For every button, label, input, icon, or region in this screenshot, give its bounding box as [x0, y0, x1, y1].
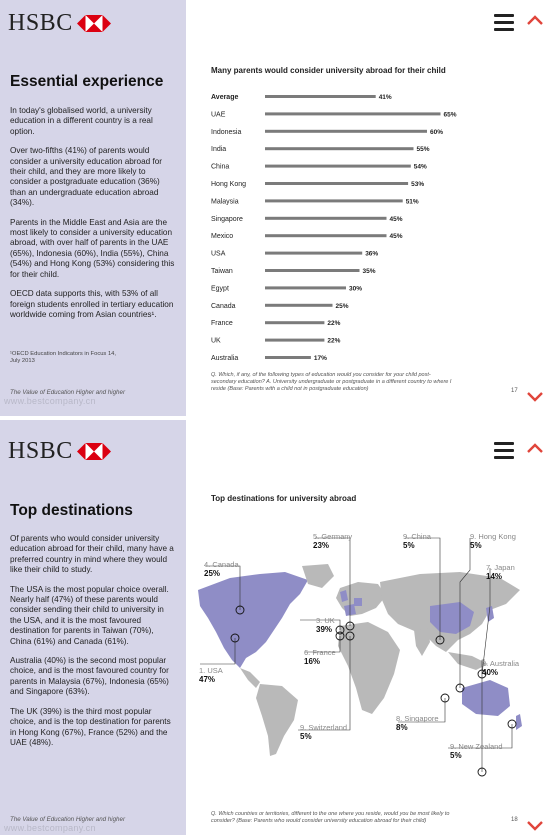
watermark: www.bestcompany.cn [4, 823, 96, 833]
label-singapore: 8. Singapore 8% [396, 714, 439, 732]
category-label: Singapore [211, 215, 243, 223]
logo-text: HSBC [8, 438, 73, 464]
hsbc-logo [8, 10, 111, 37]
value-label: 53% [411, 181, 425, 188]
label-hongkong: 9. Hong Kong 5% [470, 532, 516, 550]
menu-icon[interactable] [494, 14, 514, 35]
value-label: 25% [335, 302, 349, 310]
note-line: consider? (Base: Parents who would consider university education abroad for their child) [211, 818, 427, 824]
category-label: France [211, 320, 233, 328]
paragraph: Over two-fifths (41%) of parents would consider a university education abroad for their child, and they are more likely to consider a postgraduate education (36%) than an undergraduate education abroad (34%). [10, 146, 163, 208]
page-17 [0, 0, 547, 416]
value-label: 54% [413, 163, 427, 171]
bar [265, 304, 333, 307]
hongkong-leader-line [460, 538, 470, 688]
footnote [10, 351, 116, 365]
body-text [10, 534, 175, 757]
category-label: China [211, 163, 230, 171]
china-leader-line [405, 538, 440, 640]
bar [265, 356, 311, 359]
menu-icon[interactable] [494, 442, 514, 463]
bar [265, 130, 427, 133]
category-label: Canada [211, 302, 236, 310]
watermark: www.bestcompany.cn [4, 396, 96, 406]
footnote-line: ¹OECD Education Indicators in Focus 14, [10, 351, 117, 357]
hsbc-logo [8, 438, 111, 465]
note-line: secondary education? A. University undergraduate or postgraduate in a different country to where I [211, 379, 452, 385]
paragraph: The UK (39%) is the third most popular choice, and is the top destination for parents in Hong Kong (67%), France (52%) and the UAE (48%). [10, 706, 171, 747]
paragraph: Australia (40%) is the second most popular choice, and is the most favoured country for parents in Malaysia (67%), Indonesia (65%) and Singapore (63%). [10, 656, 169, 697]
germany-leader-line [315, 538, 350, 626]
value-label: 22% [327, 320, 341, 328]
leader-lines [190, 520, 530, 780]
value-label: 55% [416, 146, 430, 154]
value-label: 45% [389, 215, 403, 223]
page-number: 18 [511, 817, 518, 823]
label-canada: 4. Canada 25% [204, 560, 239, 578]
chevron-down-icon[interactable] [527, 390, 543, 402]
page-number: 17 [511, 388, 518, 394]
label-france: 6. France 16% [304, 648, 336, 666]
footnote-line: July 2013 [10, 358, 35, 364]
bar [265, 286, 346, 289]
label-newzealand: 9. New Zealand 5% [450, 742, 503, 760]
category-label: Malaysia [211, 198, 239, 206]
usa-leader-line [200, 638, 235, 664]
chart-title: Many parents would consider university abroad for their child [211, 66, 446, 75]
chevron-down-icon[interactable] [527, 819, 543, 831]
page-heading: Essential experience [10, 73, 164, 90]
label-china: 9. China 5% [403, 532, 431, 550]
label-japan: 7. Japan 14% [486, 563, 515, 581]
bar [265, 95, 376, 98]
category-label: Hong Kong [211, 181, 247, 188]
category-label: India [211, 146, 227, 154]
value-label: 35% [362, 268, 376, 275]
category-label: UK [211, 337, 221, 345]
note-line: Q. Which countries or territories, different to the one where you reside, would you be most likely to [211, 811, 450, 817]
bar [265, 199, 403, 202]
value-label: 41% [378, 94, 392, 101]
bar [265, 339, 324, 342]
label-australia: 2. Australia 40% [482, 659, 520, 677]
bar [265, 147, 414, 150]
paragraph: Of parents who would consider university education abroad for their child, many have a preferred country in mind where they would like their child to study. [10, 534, 174, 575]
chevron-up-icon[interactable] [527, 14, 543, 26]
value-label: 36% [365, 250, 379, 258]
category-label: Taiwan [211, 268, 233, 275]
page-heading: Top destinations [10, 502, 133, 519]
category-label: Average [211, 94, 239, 101]
note-line: Q. Which, if any, of the following types of education would you consider for your child post- [211, 372, 431, 378]
hsbc-hexagon-icon [77, 443, 111, 460]
value-label: 60% [430, 128, 444, 136]
value-label: 51% [405, 198, 419, 206]
category-label: Australia [211, 355, 239, 362]
paragraph: In today's globalised world, a university education in a different country is a real option. [10, 106, 153, 136]
value-label: 45% [389, 233, 403, 241]
paragraph: Parents in the Middle East and Asia are the most likely to consider a university education abroad, with over half of parents in the UAE (65%), Indonesia (60%), India (55%), China (54%) and Hong Kong (53%) considering this for their child. [10, 217, 175, 279]
value-label: 22% [327, 337, 341, 345]
logo-text: HSBC [8, 10, 73, 36]
label-switzerland: 9. Switzerland 5% [300, 723, 348, 741]
bar [265, 234, 387, 237]
category-label: USA [211, 250, 226, 258]
bar [265, 217, 387, 220]
category-label: UAE [211, 111, 226, 119]
hsbc-hexagon-icon [77, 15, 111, 32]
value-label: 17% [313, 355, 327, 362]
value-label: 65% [443, 111, 457, 119]
bar [265, 321, 324, 324]
bar-chart [208, 86, 528, 366]
chevron-up-icon[interactable] [527, 442, 543, 454]
label-uk: 3. UK 39% [316, 616, 335, 634]
footer-text: The Value of Education Higher and higher [10, 389, 126, 396]
paragraph: OECD data supports this, with 53% of all foreign students enrolled in tertiary education worldwide coming from Asian countries¹. [10, 289, 174, 319]
footer-text: The Value of Education Higher and higher [10, 816, 126, 823]
chart-note [211, 372, 451, 393]
body-text [10, 106, 175, 329]
bar [265, 182, 408, 185]
category-label: Egypt [211, 285, 229, 293]
paragraph: The USA is the most popular choice overall. Nearly half (47%) of these parents would consider sending their child to university in the USA, and it is the most favoured destination for parents in Taiwan (70%), China (61%) and Canada (61%). [10, 584, 169, 646]
category-label: Mexico [211, 233, 234, 241]
map-title: Top destinations for university abroad [211, 494, 357, 503]
value-label: 30% [349, 285, 363, 293]
bar [265, 269, 360, 272]
category-label: Indonesia [211, 128, 242, 136]
bar [265, 112, 441, 115]
label-usa: 1. USA 47% [199, 666, 223, 684]
note-line: reside (Base: Parents with a child not in postgraduate education) [211, 386, 369, 392]
label-germany: 5. Germany 23% [313, 532, 353, 550]
bar [265, 165, 411, 168]
page-18 [0, 420, 547, 835]
bar [265, 252, 362, 255]
map-note [211, 811, 449, 825]
